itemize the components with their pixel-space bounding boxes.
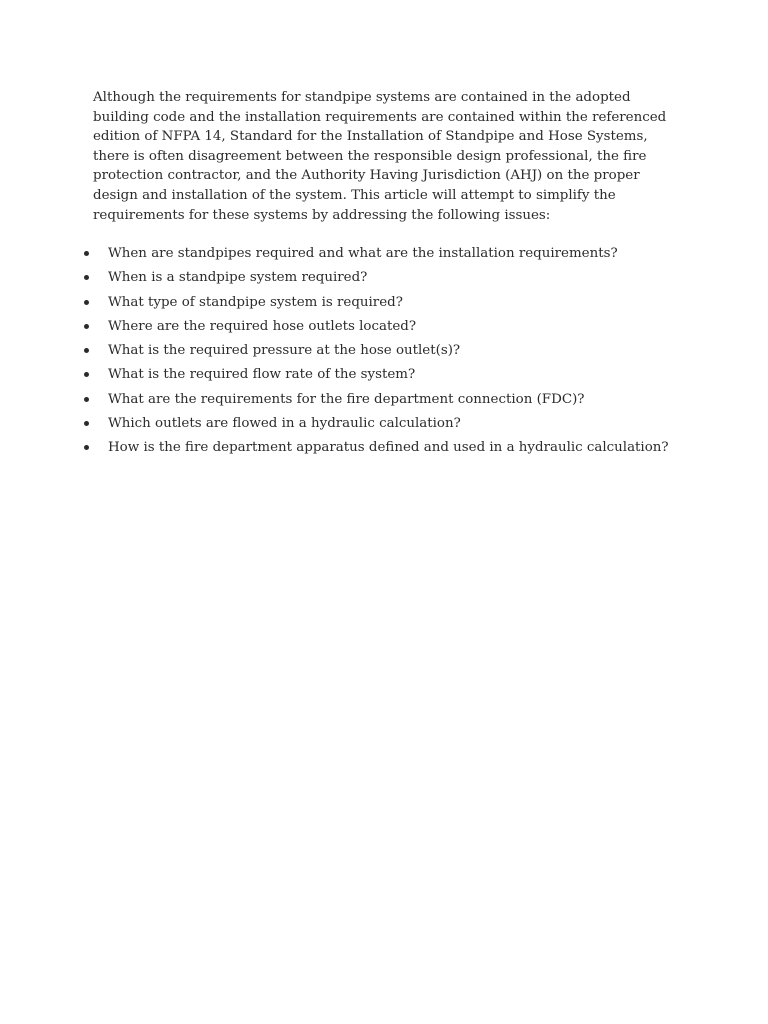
bullet-icon <box>84 348 89 353</box>
intro-line: building code and the installation requirements are contained within the referenced <box>93 109 667 125</box>
list-item-text: What type of standpipe system is required? <box>108 294 403 310</box>
list-item <box>0 365 768 389</box>
bullet-icon <box>84 372 89 377</box>
bullet-icon <box>84 300 89 305</box>
list-item <box>0 317 768 341</box>
list-item <box>0 341 768 365</box>
list-item-text: When are standpipes required and what are the installation requirements? <box>108 246 618 261</box>
bullet-icon <box>84 397 89 402</box>
bullet-icon <box>84 421 89 426</box>
list-item-text: What are the requirements for the fire department connection (FDC)? <box>108 391 585 407</box>
list-item <box>0 268 768 292</box>
intro-line: design and installation of the system. This article will attempt to simplify the <box>93 187 616 203</box>
list-item <box>0 390 768 414</box>
intro-line: protection contractor, and the Authority Having Jurisdiction (AHJ) on the proper <box>93 168 640 184</box>
intro-line: edition of NFPA 14, Standard for the Installation of Standpipe and Hose Systems, <box>93 129 648 145</box>
list-item <box>0 414 768 438</box>
list-item-text: How is the fire department apparatus defined and used in a hydraulic calculation? <box>108 440 669 456</box>
list-item-text: What is the required pressure at the hose outlet(s)? <box>108 343 461 359</box>
list-item <box>0 438 768 462</box>
intro-line: requirements for these systems by addressing the following issues: <box>93 207 551 223</box>
list-item-text: When is a standpipe system required? <box>108 270 368 286</box>
bullet-icon <box>84 275 89 280</box>
list-item-text: Where are the required hose outlets located? <box>108 318 417 334</box>
list-item <box>0 293 768 317</box>
bullet-icon <box>84 445 89 450</box>
bullet-icon <box>84 324 89 329</box>
intro-paragraph <box>93 88 683 225</box>
intro-line: Although the requirements for standpipe systems are contained in the adopted <box>93 90 631 105</box>
issues-list <box>0 244 768 463</box>
list-item <box>0 244 768 268</box>
list-item-text: What is the required flow rate of the system? <box>108 367 416 383</box>
intro-line: there is often disagreement between the responsible design professional, the fire <box>93 148 647 164</box>
bullet-icon <box>84 251 89 256</box>
list-item-text: Which outlets are flowed in a hydraulic calculation? <box>108 416 461 432</box>
